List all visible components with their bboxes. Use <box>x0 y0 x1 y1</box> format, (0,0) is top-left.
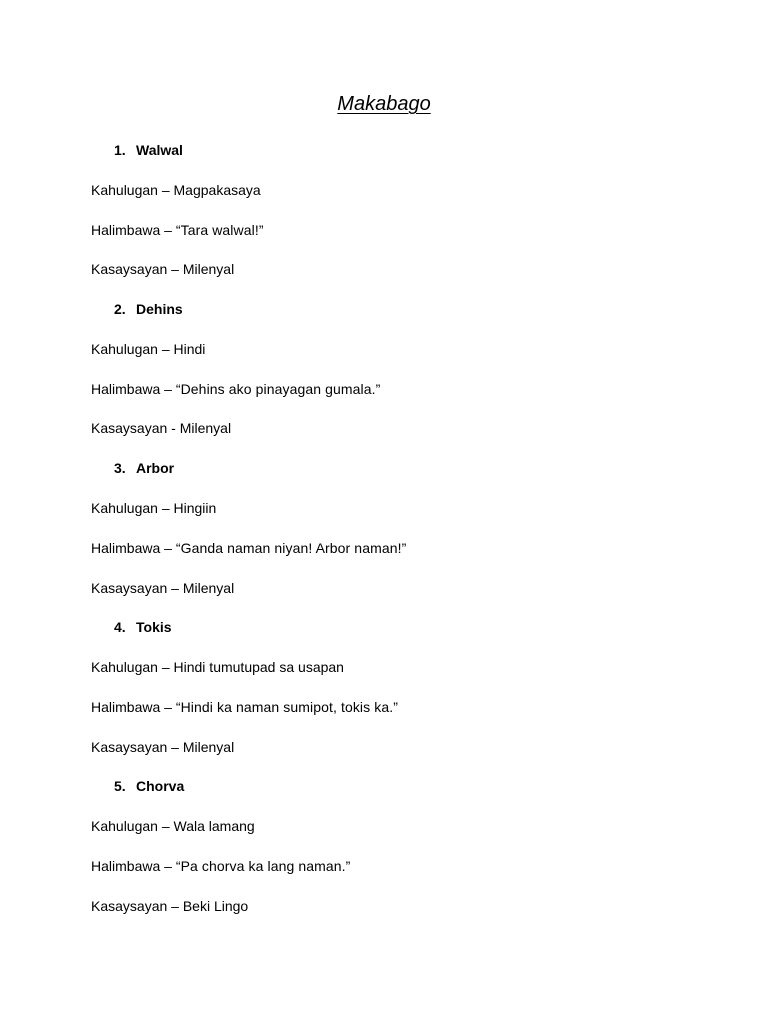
entry-heading <box>91 776 711 796</box>
entry-dehins <box>91 299 711 438</box>
kahulugan-line: Kahulugan – Magpakasaya <box>91 182 261 198</box>
halimbawa-line <box>91 220 711 240</box>
kasaysayan-line: Kasaysayan – Beki Lingo <box>91 897 249 914</box>
kahulugan-line: Kahulugan – Hingiin <box>91 500 217 517</box>
entry-number: 1. <box>114 142 126 158</box>
entry-tokis <box>91 617 711 756</box>
halimbawa-label: Halimbawa – <box>91 221 176 238</box>
halimbawa-quote: “Ganda naman niyan! Arbor naman!” <box>175 539 407 556</box>
entry-number: 3. <box>114 460 126 477</box>
entry-chorva <box>91 776 711 915</box>
halimbawa-line <box>91 379 711 399</box>
entry-word: Walwal <box>136 142 183 158</box>
entry-word: Chorva <box>136 778 185 795</box>
entry-heading <box>91 617 711 637</box>
halimbawa-label: Halimbawa – <box>91 380 176 397</box>
entry-word: Arbor <box>136 460 175 477</box>
kasaysayan-line: Kasaysayan - Milenyal <box>91 420 232 437</box>
entry-heading <box>91 299 711 319</box>
halimbawa-line <box>91 538 711 558</box>
kahulugan-line: Kahulugan – Hindi tumutupad sa usapan <box>91 659 344 676</box>
halimbawa-line <box>91 697 711 717</box>
entry-word: Tokis <box>136 619 172 636</box>
entry-heading <box>91 458 711 478</box>
entry-number: 4. <box>114 619 126 636</box>
kahulugan-line: Kahulugan – Hindi <box>91 341 206 358</box>
halimbawa-label: Halimbawa – <box>91 539 176 556</box>
entry-number: 5. <box>114 778 126 795</box>
halimbawa-quote: “Hindi ka naman sumipot, tokis ka.” <box>175 698 398 715</box>
halimbawa-line <box>91 856 711 876</box>
entry-number: 2. <box>114 301 126 318</box>
entry-word: Dehins <box>136 301 183 318</box>
halimbawa-quote: “Tara walwal!” <box>175 221 264 238</box>
entry-walwal <box>91 140 711 279</box>
kahulugan-line: Kahulugan – Wala lamang <box>91 818 255 835</box>
halimbawa-label: Halimbawa – <box>91 698 176 715</box>
document-title: Makabago <box>337 93 431 115</box>
kasaysayan-line: Kasaysayan – Milenyal <box>91 261 235 278</box>
entry-list <box>91 140 711 935</box>
entry-heading <box>91 140 711 160</box>
entry-arbor <box>91 458 711 597</box>
halimbawa-quote: “Dehins ako pinayagan gumala.” <box>175 380 381 397</box>
kasaysayan-line: Kasaysayan – Milenyal <box>91 738 235 755</box>
kasaysayan-line: Kasaysayan – Milenyal <box>91 579 235 596</box>
halimbawa-quote: “Pa chorva ka lang naman.” <box>175 857 351 874</box>
halimbawa-label: Halimbawa – <box>91 857 176 874</box>
